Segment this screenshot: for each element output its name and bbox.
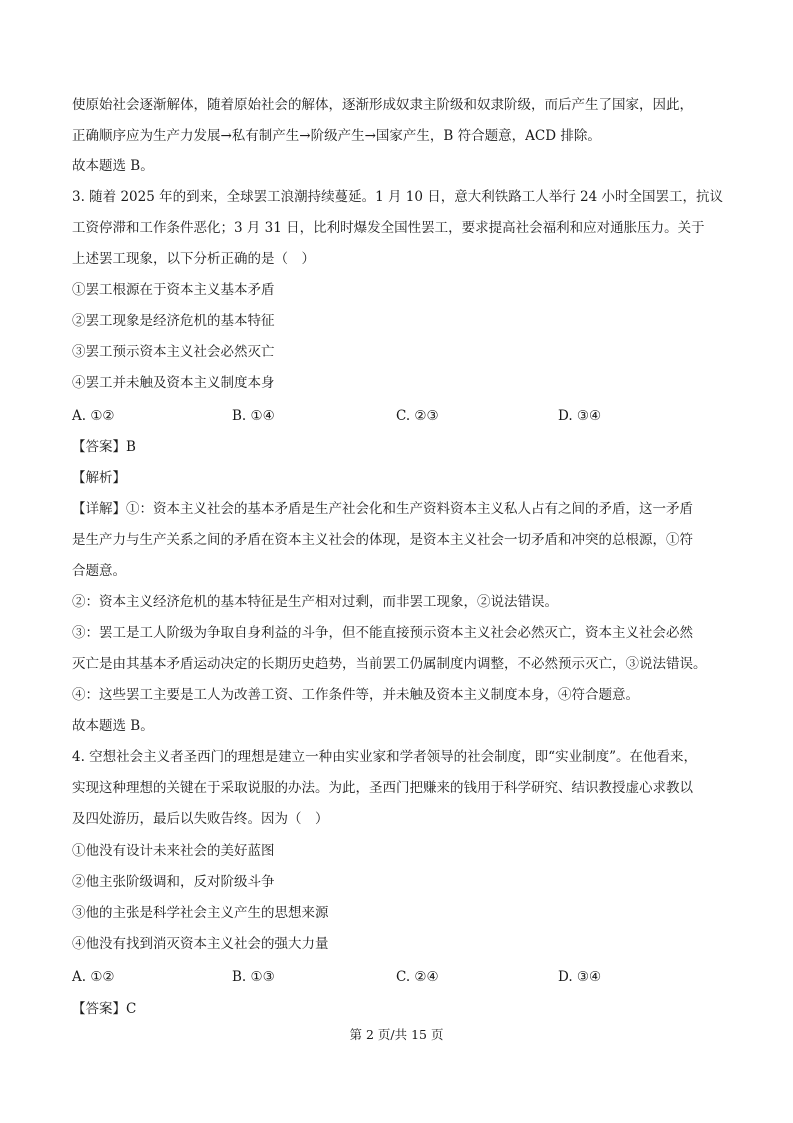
question-3-stem: 上述罢工现象，以下分析正确的是（ ）	[72, 251, 315, 267]
question-3-item: ②罢工现象是经济危机的基本特征	[72, 313, 275, 329]
question-3-option-d: D. ③④	[558, 408, 602, 424]
question-4-option-d: D. ③④	[558, 969, 602, 985]
question-4-option-c: C. ②④	[396, 969, 439, 985]
question-3-stem: 3. 随着 2025 年的到来，全球罢工浪潮持续蔓延。1 月 10 日，意大利铁路工人举行 24 小时全国罢工，抗议	[72, 189, 724, 205]
question-3-item: ④罢工并未触及资本主义制度本身	[72, 375, 275, 391]
question-4-option-a: A. ①②	[72, 969, 115, 985]
explanation-line: ④：这些罢工主要是工人为改善工资、工作条件等，并未触及资本主义制度本身，④符合题意。	[72, 687, 639, 703]
question-4-stem: 4. 空想社会主义者圣西门的理想是建立一种由实业家和学者领导的社会制度，即“实业制度”。在他看来，	[72, 749, 697, 765]
explanation-line: 灭亡是由其基本矛盾运动决定的长期历史趋势，当前罢工仍属制度内调整，不必然预示灭亡，③说法错误。	[72, 656, 707, 672]
explanation-line: 合题意。	[72, 563, 126, 579]
question-4-stem: 实现这种理想的关键在于采取说服的办法。为此，圣西门把赚来的钱用于科学研究、结识教授虚心求教以	[72, 780, 693, 796]
question-3-stem: 工资停滞和工作条件恶化；3 月 31 日，比利时爆发全国性罢工，要求提高社会福利和应对通胀压力。关于	[72, 220, 705, 236]
question-4-item: ①他没有设计未来社会的美好蓝图	[72, 843, 275, 859]
question-3-item: ①罢工根源在于资本主义基本矛盾	[72, 282, 275, 298]
explanation-line: 是生产力与生产关系之间的矛盾在资本主义社会的体现，是资本主义社会一切矛盾和冲突的总根源，①符	[72, 532, 693, 548]
question-3-option-b: B. ①④	[232, 408, 275, 424]
text-line: 故本题选 B。	[72, 718, 154, 734]
answer-label: 【答案】C	[72, 1001, 137, 1017]
answer-label: 【答案】B	[72, 439, 136, 455]
analysis-label: 【解析】	[72, 470, 126, 486]
page-footer: 第 2 页/共 15 页	[349, 1027, 444, 1042]
explanation-line: 【详解】①：资本主义社会的基本矛盾是生产社会化和生产资料资本主义私人占有之间的矛盾，这一矛盾	[72, 501, 693, 517]
question-3-item: ③罢工预示资本主义社会必然灭亡	[72, 344, 275, 360]
question-4-stem: 及四处游历，最后以失败告终。因为（ ）	[72, 811, 329, 827]
text-line: 故本题选 B。	[72, 158, 154, 174]
question-3-option-c: C. ②③	[396, 408, 439, 424]
question-4-option-b: B. ①③	[232, 969, 275, 985]
question-4-item: ④他没有找到消灭资本主义社会的强大力量	[72, 936, 329, 952]
text-line: 使原始社会逐渐解体，随着原始社会的解体，逐渐形成奴隶主阶级和奴隶阶级，而后产生了国家，因此，	[72, 97, 693, 113]
explanation-line: ②：资本主义经济危机的基本特征是生产相对过剩，而非罢工现象，②说法错误。	[72, 594, 558, 610]
question-4-item: ③他的主张是科学社会主义产生的思想来源	[72, 905, 329, 921]
explanation-line: ③：罢工是工人阶级为争取自身利益的斗争，但不能直接预示资本主义社会必然灭亡，资本主义社会必然	[72, 625, 693, 641]
text-line: 正确顺序应为生产力发展→私有制产生→阶级产生→国家产生，B 符合题意，ACD 排除。	[72, 128, 601, 144]
question-3-option-a: A. ①②	[72, 408, 115, 424]
question-4-item: ②他主张阶级调和，反对阶级斗争	[72, 874, 275, 890]
